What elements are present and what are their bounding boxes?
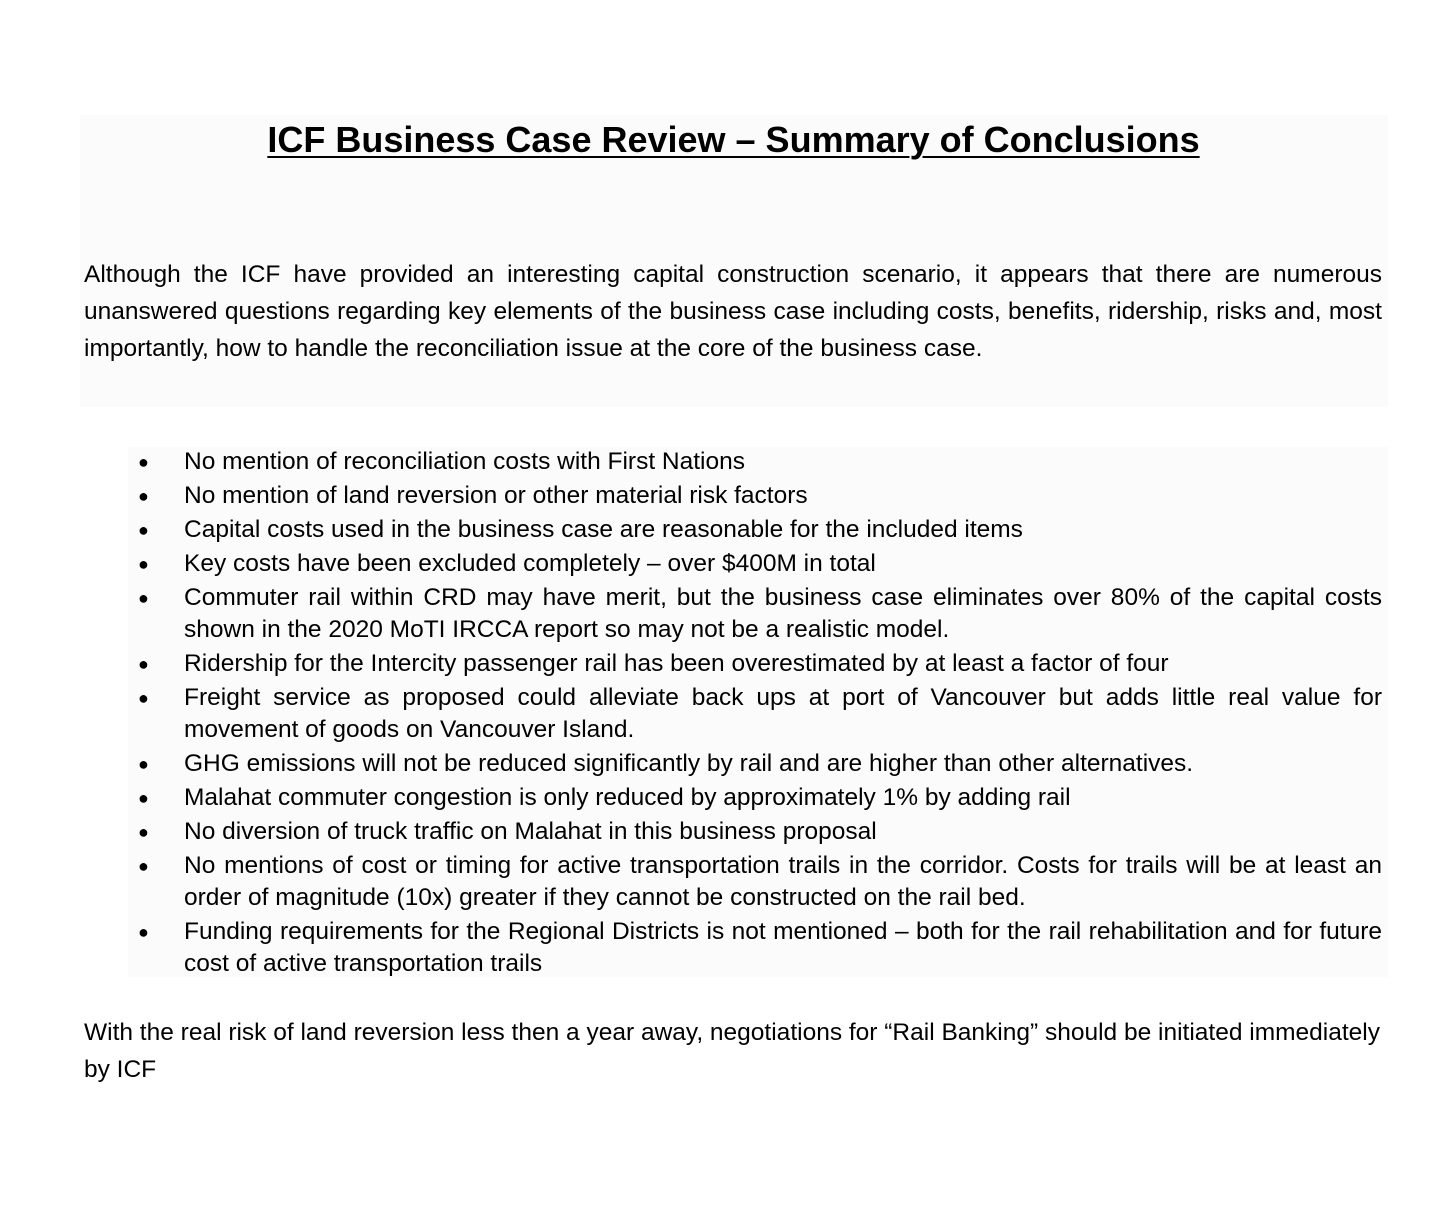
bullet-icon: ● — [138, 688, 149, 708]
list-item-text: Ridership for the Intercity passenger rail has been overestimated by at least a factor of four — [184, 650, 1169, 677]
list-item — [132, 446, 1382, 478]
list-item-text: No mentions of cost or timing for active transportation trails in the corridor. Costs for trails will be at least an order of magnitude (10x) greater if they cannot be constructed on the rail bed. — [184, 852, 1382, 911]
intro-paragraph: Although the ICF have provided an interesting capital construction scenario, it appears that there are numerous unanswered questions regarding key elements of the business case including costs, benefits, ridership, risks and, most importantly, how to handle the reconciliation issue at the core of the business case. — [84, 261, 1382, 362]
bullet-icon: ● — [138, 922, 149, 942]
list-item — [132, 816, 1382, 848]
bullet-icon: ● — [138, 822, 149, 842]
bullet-icon: ● — [138, 788, 149, 808]
list-item — [132, 582, 1382, 646]
list-item-text: Capital costs used in the business case are reasonable for the included items — [184, 516, 1023, 543]
bullet-icon: ● — [138, 588, 149, 608]
conclusions-list — [132, 446, 1382, 982]
bullet-icon: ● — [138, 452, 149, 472]
list-item-text: GHG emissions will not be reduced significantly by rail and are higher than other alternatives. — [184, 750, 1194, 777]
list-item — [132, 748, 1382, 780]
bullet-icon: ● — [138, 654, 149, 674]
list-item — [132, 682, 1382, 746]
list-item-text: Key costs have been excluded completely – over $400M in total — [184, 550, 876, 577]
list-item-text: No diversion of truck traffic on Malahat in this business proposal — [184, 818, 877, 845]
document-title: ICF Business Case Review – Summary of Conclusions — [267, 119, 1200, 160]
closing-paragraph: With the real risk of land reversion less then a year away, negotiations for “Rail Banking” should be initiated immediately by ICF — [84, 1019, 1380, 1083]
list-item-text: No mention of reconciliation costs with First Nations — [184, 448, 745, 475]
list-item — [132, 514, 1382, 546]
list-item — [132, 850, 1382, 914]
list-item-text: Malahat commuter congestion is only reduced by approximately 1% by adding rail — [184, 784, 1071, 811]
bullet-icon: ● — [138, 554, 149, 574]
list-item — [132, 648, 1382, 680]
list-item — [132, 916, 1382, 980]
list-item — [132, 782, 1382, 814]
bullet-icon: ● — [138, 520, 149, 540]
bullet-icon: ● — [138, 486, 149, 506]
list-item-text: Commuter rail within CRD may have merit, but the business case eliminates over 80% of the capital costs shown in the 2020 MoTI IRCCA report so may not be a realistic model. — [184, 584, 1382, 643]
bullet-icon: ● — [138, 856, 149, 876]
list-item-text: Funding requirements for the Regional Districts is not mentioned – both for the rail rehabilitation and for future cost of active transportation trails — [184, 918, 1382, 977]
bullet-icon: ● — [138, 754, 149, 774]
list-item — [132, 548, 1382, 580]
list-item-text: Freight service as proposed could alleviate back ups at port of Vancouver but adds little real value for movement of goods on Vancouver Island. — [184, 684, 1382, 743]
list-item — [132, 480, 1382, 512]
list-item-text: No mention of land reversion or other material risk factors — [184, 482, 808, 509]
